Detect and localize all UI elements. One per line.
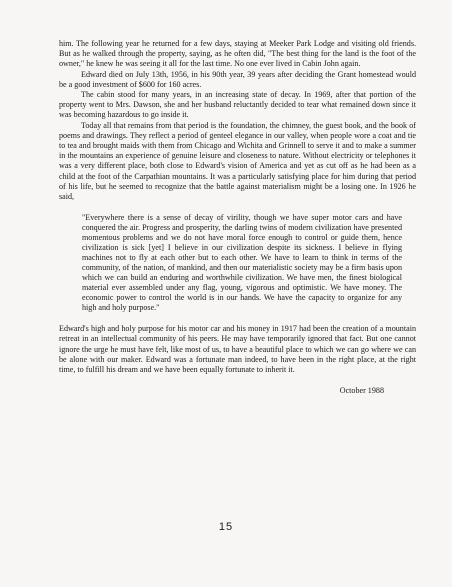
page-number: 15: [218, 521, 234, 533]
dateline: October 1988: [339, 386, 384, 396]
quote-text: "Everywhere there is a sense of decay of virility, though we have super motor cars and have conquered the air. Progress and prosperity, the darling twins of modern civilization have presented momentous problems and we do not have moral force enough to control or guide them, hence civilization is sick [yet] I believe in our civilization despite its sickness. I believe in flying machines not to fly at each other but to each other. We have to learn to think in terms of the community, of the nation, of mankind, and then our materialistic society may be a firm basis upon which we can build an enduring and worthwhile civilization. We have men, the finest biological material ever assembled under any flag, young, vigorous and optimistic. We have money. The economic power to control the world is in our hands. We have the capacity to organize for any high and holy purpose.": [82, 213, 402, 313]
body-paragraph-3: The cabin stood for many years, in an increasing state of decay. In 1969, after that portion of the property went to Mrs. Dawson, she and her husband reluctantly decided to tear what remained down since it was becoming hazardous to go inside it.: [59, 90, 416, 120]
block-quote: [82, 213, 402, 313]
body-paragraph-2: Edward died on July 13th, 1956, in his 90th year, 39 years after deciding the Grant homestead would be a good investment of $600 for 160 acres.: [59, 69, 416, 89]
body-paragraph-4: Today all that remains from that period is the foundation, the chimney, the guest book, and the book of poems and drawings. They reflect a period of genteel elegance in our valley, when people wore a coat and tie to tea and brought maids with them from Chicago and Wichita and Grinnell to serve it and to make a summer in the mountains an experience of genuine leisure and closeness to nature. Without electricity or telephones it was a very different place, both close to Edward's vision of America and yet as cut off as he had been as a child at the foot of the Carpathian mountains. It was a particularly satisfying place for him during that period of his life, but he seemed to recognize that the battle against materialism might be a losing one. In 1926 he said,: [59, 120, 416, 202]
body-paragraph-1: him. The following year he returned for a few days, staying at Meeker Park Lodge and visiting old friends. But as he walked through the property, saying, as he often did, "The best thing for the land is the foot of the owner," he knew he was seeing it all for the last time. No one ever lived in Cabin John again.: [59, 39, 416, 69]
closing-paragraph: Edward's high and holy purpose for his motor car and his money in 1917 had been the creation of a mountain retreat in an intellectual community of his peers. He may have temporarily ignored that fact. But one cannot ignore the urge he must have felt, like most of us, to have a beautiful place to which we can go where we can be alone with our maker. Edward was a fortunate man indeed, to have been in the right place, at the right time, to fulfill his dream and we have been equally fortunate to inherit it.: [59, 324, 416, 375]
